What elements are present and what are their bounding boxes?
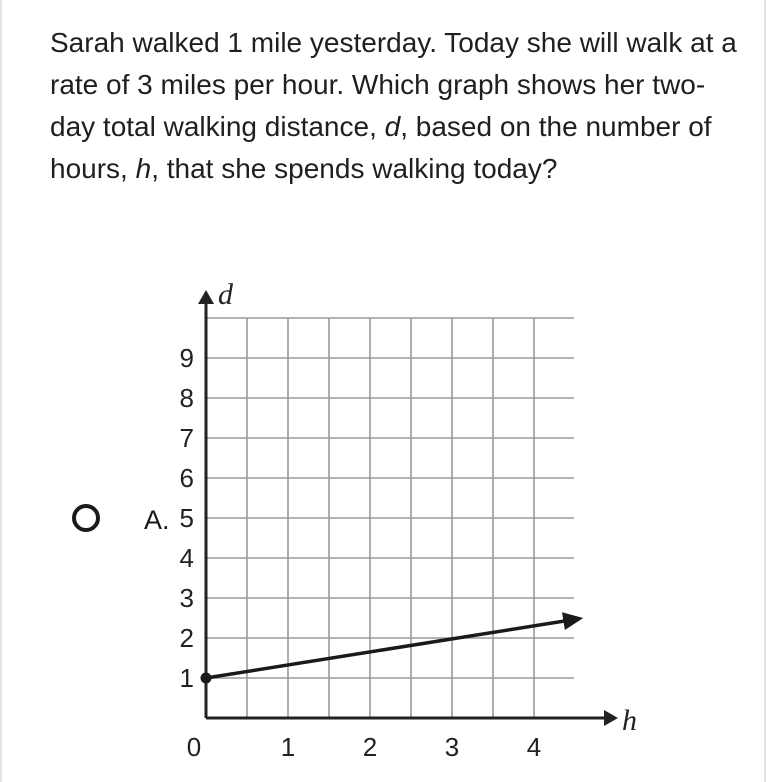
x-axis-label: h <box>622 704 637 737</box>
y-tick-label: 3 <box>179 583 194 613</box>
y-axis-arrow <box>198 290 214 304</box>
x-tick-label: 4 <box>526 732 542 762</box>
question-var-h: h <box>135 153 152 184</box>
x-tick-label: 2 <box>362 732 378 762</box>
question-var-d: d <box>384 111 401 142</box>
series-line <box>206 619 577 678</box>
radio-button-a[interactable] <box>72 504 100 532</box>
y-tick-label: 2 <box>179 623 194 653</box>
x-tick-label: 1 <box>280 732 296 762</box>
option-label-a: A. <box>144 505 170 535</box>
question-text-part1: Sarah walked 1 mile yesterday. Today she will walk at a rate of 3 miles per hour. Which graph shows her two-day total walking distance, <box>50 27 737 142</box>
graph-tick-labels <box>180 278 637 762</box>
graph-grid <box>206 318 574 718</box>
y-tick-label: 5 <box>179 503 194 533</box>
question-text <box>50 22 750 190</box>
answer-option-a[interactable] <box>72 504 170 535</box>
question-text-part3: , that she spends walking today? <box>151 153 558 184</box>
left-border <box>0 0 2 782</box>
graph-axes <box>198 290 618 726</box>
question-text-part2: , based on the number of hours, <box>50 111 712 184</box>
y-tick-label: 4 <box>179 543 194 573</box>
y-axis-label: d <box>218 278 233 311</box>
x-tick-label: 0 <box>186 732 202 762</box>
y-tick-label: 9 <box>179 343 194 373</box>
y-tick-label: 7 <box>179 423 194 453</box>
y-tick-label: 8 <box>179 383 194 413</box>
graph-series <box>201 612 584 683</box>
series-start-point <box>201 673 212 684</box>
y-tick-label: 1 <box>179 663 194 693</box>
series-arrow <box>562 612 583 630</box>
y-tick-label: 6 <box>179 463 194 493</box>
x-tick-label: 3 <box>444 732 460 762</box>
x-axis-arrow <box>604 710 618 726</box>
